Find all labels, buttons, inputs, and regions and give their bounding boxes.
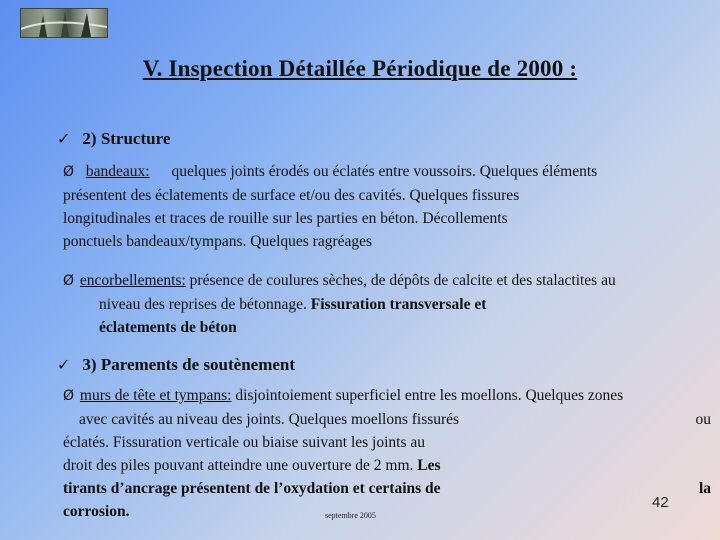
bandeaux-label: bandeaux:	[85, 163, 150, 180]
bandeaux-line-4: ponctuels bandeaux/tympans. Quelques ragréages	[63, 233, 373, 250]
encorbellements-paragraph	[63, 269, 713, 339]
check-icon: ✓	[57, 355, 71, 374]
murs-line-6: corrosion.	[63, 503, 130, 520]
murs-line-1: disjointoiement superficiel entre les moellons. Quelques zones	[235, 387, 624, 404]
murs-line-5a: tirants d’ancrage présentent de l’oxydation et certains de	[63, 480, 441, 497]
check-icon: ✓	[57, 129, 71, 148]
arrow-bullet-icon: Ø	[63, 388, 75, 404]
bandeaux-paragraph	[63, 160, 703, 253]
arrow-bullet-icon: Ø	[63, 273, 75, 289]
murs-line-2a: avec cavités au niveau des joints. Quelques moellons fissurés	[79, 411, 460, 428]
murs-line-4b: Les	[417, 457, 441, 474]
arrow-bullet-icon: Ø	[63, 164, 75, 180]
encorbellements-label: encorbellements:	[79, 272, 186, 289]
encorbellements-line-2a: niveau des reprises de bétonnage.	[99, 296, 307, 313]
footer-date: septembre 2005	[325, 511, 376, 520]
page-number: 42	[652, 494, 669, 511]
murs-line-2b: ou	[695, 411, 711, 428]
section-heading-text: 2) Structure	[82, 129, 171, 148]
section-parements-heading	[57, 355, 295, 375]
bandeaux-line-3: longitudinales et traces de rouille sur les parties en béton. Décollements	[63, 210, 508, 227]
encorbellements-line-2b: Fissuration transversale et	[310, 296, 487, 313]
encorbellements-line-3: éclatements de béton	[99, 319, 237, 336]
murs-paragraph	[63, 384, 711, 523]
section-heading-text: 3) Parements de soutènement	[82, 355, 296, 374]
bandeaux-line-1: quelques joints érodés ou éclatés entre voussoirs. Quelques éléments	[171, 163, 598, 180]
murs-label: murs de tête et tympans:	[79, 387, 232, 404]
murs-line-5b: la	[698, 480, 711, 497]
header-thumbnail-image	[20, 8, 108, 38]
section-structure-heading	[57, 129, 170, 149]
bandeaux-line-2: présentent des éclatements de surface et/ou des cavités. Quelques fissures	[63, 187, 520, 204]
murs-line-3: éclatés. Fissuration verticale ou biaise suivant les joints au	[63, 434, 426, 451]
bridge-photo-icon	[21, 9, 107, 37]
slide-title: V. Inspection Détaillée Périodique de 2000 :	[142, 56, 578, 81]
encorbellements-line-1: présence de coulures sèches, de dépôts de calcite et des stalactites au	[189, 272, 616, 289]
murs-line-4a: droit des piles pouvant atteindre une ouverture de 2 mm.	[63, 457, 414, 474]
